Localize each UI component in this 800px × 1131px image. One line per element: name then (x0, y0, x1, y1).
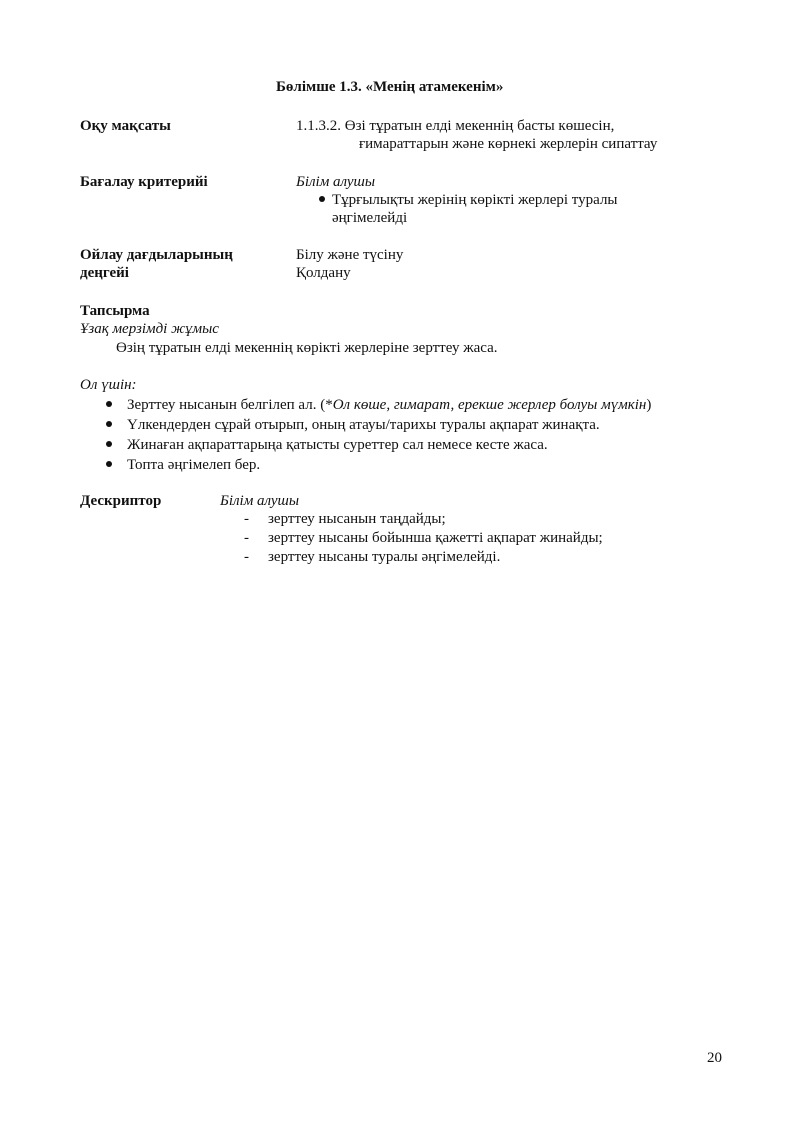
task-type: Ұзақ мерзімді жұмыс (80, 321, 219, 337)
step-bullet-1 (106, 401, 112, 407)
step-item-2: Үлкендерден сұрай отырып, оның атауы/тарихы туралы ақпарат жинақта. (127, 417, 600, 433)
criteria-item-line1: Тұрғылықты жерінің көрікті жерлері туралы (332, 192, 618, 208)
descriptor-item-2: зерттеу нысаны бойынша қажетті ақпарат жинайды; (268, 530, 603, 546)
step-bullet-2 (106, 421, 112, 427)
criteria-label: Бағалау критерийі (80, 174, 208, 190)
learning-goal-label: Оқу мақсаты (80, 118, 171, 134)
page-number: 20 (707, 1050, 722, 1066)
step-item-1-text: Зерттеу нысанын белгілеп ал. (* (127, 397, 333, 413)
task-heading: Тапсырма (80, 303, 150, 319)
descriptor-item-1: зерттеу нысанын таңдайды; (268, 511, 446, 527)
descriptor-dash-2: - (244, 530, 249, 546)
step-item-1-italic: Ол көше, гимарат, ерекше жерлер болуы мүмкін (332, 397, 647, 413)
step-item-3: Жинаған ақпараттарыңа қатысты суреттер сал немесе кесте жаса. (127, 437, 548, 453)
step-item-1 (127, 395, 651, 415)
step-item-1-close: ) (646, 397, 652, 413)
step-item-4: Топта әңгімелеп бер. (127, 457, 261, 473)
thinking-value2: Қолдану (296, 265, 351, 281)
section-title: Бөлімше 1.3. «Менің атамекенім» (276, 79, 504, 95)
task-text: Өзің тұратын елді мекеннің көрікті жерлеріне зерттеу жаса. (116, 340, 498, 356)
thinking-label-line2: деңгейі (80, 265, 129, 281)
descriptor-item-3: зерттеу нысаны туралы әңгімелейді. (268, 549, 501, 565)
thinking-label-line1: Ойлау дағдыларының (80, 247, 233, 263)
criteria-bullet (319, 196, 325, 202)
learning-goal-line2: ғимараттарын және көрнекі жерлерін сипаттау (359, 136, 658, 152)
descriptor-dash-1: - (244, 511, 249, 527)
criteria-subject: Білім алушы (296, 174, 376, 190)
step-bullet-3 (106, 441, 112, 447)
criteria-item-line2: әңгімелейді (332, 210, 408, 226)
learning-goal-line1: 1.1.3.2. Өзі тұратын елді мекеннің басты көшесін, (296, 118, 615, 134)
steps-intro: Ол үшін: (80, 377, 137, 393)
descriptor-label: Дескриптор (80, 493, 162, 509)
descriptor-dash-3: - (244, 549, 249, 565)
thinking-value1: Білу және түсіну (296, 247, 404, 263)
step-bullet-4 (106, 461, 112, 467)
descriptor-subject: Білім алушы (220, 493, 300, 509)
